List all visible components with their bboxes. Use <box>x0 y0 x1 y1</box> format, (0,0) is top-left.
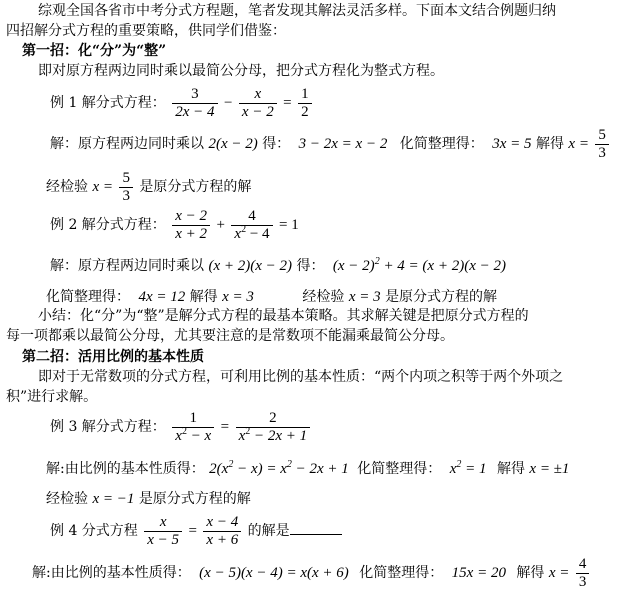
intro-line-1: 综观全国各省市中考分式方程题，笔者发现其解法灵活多样。下面本文结合例题归纳 <box>38 3 556 19</box>
summary-line-2: 每一项都乘以最简公分母，尤其要注意的是常数项不能漏乘最简公分母。 <box>6 328 454 344</box>
example-1-label: 例 1 解分式方程： <box>50 95 166 111</box>
example-4-fraction-left: $\frac{x}{x - 5}$ <box>144 514 182 549</box>
example-2-label: 例 2 解分式方程： <box>50 217 166 233</box>
answer-blank <box>290 522 342 535</box>
example-4-answer-fraction: $\frac{4}{3}$ <box>576 556 590 591</box>
example-2-simplify: 化简整理得： 4x = 12 解得 x = 3 经检验 x = 3 是原分式方程的解 <box>46 289 498 305</box>
example-1-fraction-1: $\frac{3}{2x - 4}$ <box>172 86 217 121</box>
example-3-label: 例 3 解分式方程： <box>50 419 166 435</box>
example-1-check: 经检验 x = $\frac{5}{3}$ 是原分式方程的解 <box>46 169 252 204</box>
example-2-fraction-2: $\frac{4}{x^2 - 4}$ <box>231 208 272 243</box>
example-1-solution: 解：原方程两边同时乘以 2(x − 2) 得： 3 − 2x = x − 2 化简整理得： 3x = 5 解得 x = $\frac{5}{3}$ <box>50 125 611 163</box>
example-1-check-fraction: $\frac{5}{3}$ <box>119 170 133 205</box>
example-2-solution: 解：原方程两边同时乘以 (x + 2)(x − 2) 得： $(x - 2)^2 + 4 = (x + 2)(x - 2)$ <box>50 256 506 274</box>
example-1-problem: 例 1 解分式方程： $\frac{3}{2x - 4}$ − $\frac{x}{x - 2}$ = $\frac{1}{2}$ <box>50 84 314 122</box>
example-2-fraction-1: $\frac{x - 2}{x + 2}$ <box>172 208 210 243</box>
strategy-1-title: 第一招：化“分”为“整” <box>22 43 167 59</box>
example-1-answer-fraction: $\frac{5}{3}$ <box>595 127 609 162</box>
example-3-problem: 例 3 解分式方程： $\frac{1}{x^2 - x}$ = $\frac{2}{x^2 - 2x + 1}$ <box>50 408 312 446</box>
intro-line-2: 四招解分式方程的重要策略，供同学们借鉴： <box>6 23 286 39</box>
strategy-2-title: 第二招：活用比例的基本性质 <box>22 349 204 365</box>
example-2-problem: 例 2 解分式方程： $\frac{x - 2}{x + 2}$ + $\frac{4}{x^2 - 4}$ = 1 <box>50 207 299 242</box>
example-4-solution: 解:由比例的基本性质得： (x − 5)(x − 4) = x(x + 6) 化简整理得： 15x = 20 解得 x = $\frac{4}{3}$ <box>32 554 591 592</box>
example-3-check: 经检验 x = −1 是原分式方程的解 <box>46 491 251 507</box>
example-4-problem: 例 4 分式方程 $\frac{x}{x - 5}$ = $\frac{x - 4}{x + 6}$ 的解是 <box>50 512 342 550</box>
example-3-fraction-right: $\frac{2}{x^2 - 2x + 1}$ <box>236 410 311 445</box>
example-4-label: 例 4 分式方程 <box>50 523 138 539</box>
summary-line-1: 小结：化“分”为“整”是解分式方程的最基本策略。其求解关键是把原分式方程的 <box>38 308 529 324</box>
strategy-1-description: 即对原方程两边同时乘以最简公分母，把分式方程化为整式方程。 <box>38 63 444 79</box>
example-3-fraction-left: $\frac{1}{x^2 - x}$ <box>172 410 214 445</box>
strategy-2-description-2: 积”进行求解。 <box>6 389 98 405</box>
example-4-fraction-right: $\frac{x - 4}{x + 6}$ <box>203 514 241 549</box>
strategy-2-description-1: 即对于无常数项的分式方程，可利用比例的基本性质：“两个内项之积等于两个外项之 <box>38 369 564 385</box>
example-1-fraction-2: $\frac{x}{x - 2}$ <box>239 86 277 121</box>
example-3-solution: 解:由比例的基本性质得： $2(x^2 - x) = x^2 - 2x + 1$ 化简整理得： $x^2 = 1$ 解得 x = ±1 <box>46 459 570 477</box>
example-1-fraction-rhs: $\frac{1}{2}$ <box>298 86 312 121</box>
